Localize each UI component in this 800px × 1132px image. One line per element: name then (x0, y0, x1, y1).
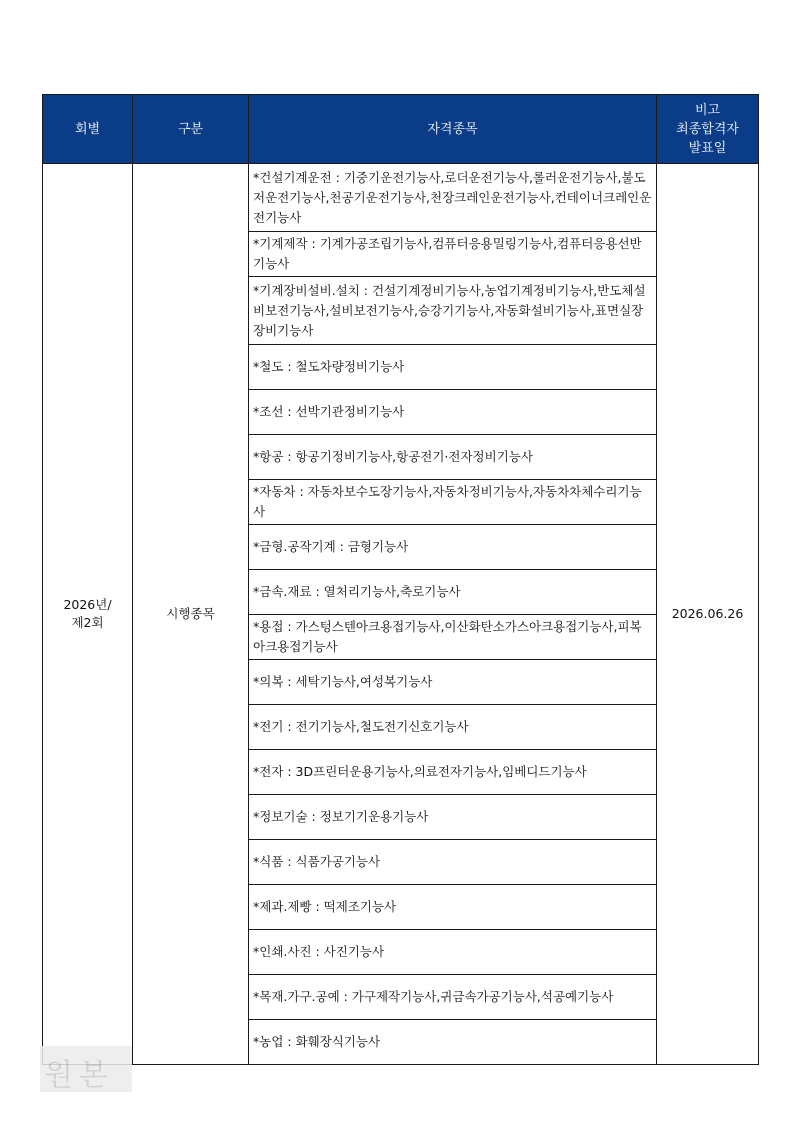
item-cell: *농업 : 화훼장식기능사 (249, 1020, 657, 1065)
table-row (43, 164, 759, 232)
item-cell: *철도 : 철도차량정비기능사 (249, 345, 657, 390)
item-cell: *금형.공작기계 : 금형기능사 (249, 525, 657, 570)
header-remark-line1: 비고 (694, 102, 721, 118)
item-cell: *기계제작 : 기계가공조립기능사,컴퓨터응용밀링기능사,컴퓨터응용선반기능사 (249, 232, 657, 277)
table-header-row (43, 95, 759, 164)
item-cell: *목재.가구.공예 : 가구제작기능사,귀금속가공기능사,석공예기능사 (249, 975, 657, 1020)
item-cell: *조선 : 선박기관정비기능사 (249, 390, 657, 435)
round-line1: 2026년/ (63, 597, 112, 612)
header-remark (657, 95, 759, 164)
header-category: 구분 (133, 95, 249, 164)
remark-cell: 2026.06.26 (657, 164, 759, 1065)
item-cell: *기계장비설비.설치 : 건설기계정비기능사,농업기계정비기능사,반도체설비보전기능사,설비보전기능사,승강기기능사,자동화설비기능사,표면실장장비기능사 (249, 277, 657, 345)
round-line2: 제2회 (71, 615, 104, 630)
qualification-table (42, 94, 759, 1065)
item-cell: *용접 : 가스텅스텐아크용접기능사,이산화탄소가스아크용접기능사,피복아크용접기능사 (249, 615, 657, 660)
item-cell: *전자 : 3D프린터운용기능사,의료전자기능사,임베디드기능사 (249, 750, 657, 795)
header-round: 회별 (43, 95, 133, 164)
header-remark-line2: 최종합격자 (676, 121, 739, 137)
header-items: 자격종목 (249, 95, 657, 164)
round-cell (43, 164, 133, 1065)
item-cell: *자동차 : 자동차보수도장기능사,자동차정비기능사,자동차차체수리기능사 (249, 480, 657, 525)
item-cell: *의복 : 세탁기능사,여성복기능사 (249, 660, 657, 705)
schedule-sheet (42, 94, 758, 1065)
item-cell: *식품 : 식품가공기능사 (249, 840, 657, 885)
item-cell: *전기 : 전기기능사,철도전기신호기능사 (249, 705, 657, 750)
item-cell: *금속.재료 : 열처리기능사,축로기능사 (249, 570, 657, 615)
item-cell: *건설기계운전 : 기중기운전기능사,로더운전기능사,롤러운전기능사,불도저운전기능사,천공기운전기능사,천장크레인운전기능사,컨테이너크레인운전기능사 (249, 164, 657, 232)
item-cell: *제과.제빵 : 떡제조기능사 (249, 885, 657, 930)
item-cell: *인쇄.사진 : 사진기능사 (249, 930, 657, 975)
item-cell: *항공 : 항공기정비기능사,항공전기·전자정비기능사 (249, 435, 657, 480)
category-cell: 시행종목 (133, 164, 249, 1065)
header-remark-line3: 발표일 (688, 140, 727, 156)
watermark-stamp (40, 1046, 132, 1092)
item-cell: *정보기술 : 정보기기운용기능사 (249, 795, 657, 840)
watermark-text: 원본 (44, 1058, 114, 1093)
